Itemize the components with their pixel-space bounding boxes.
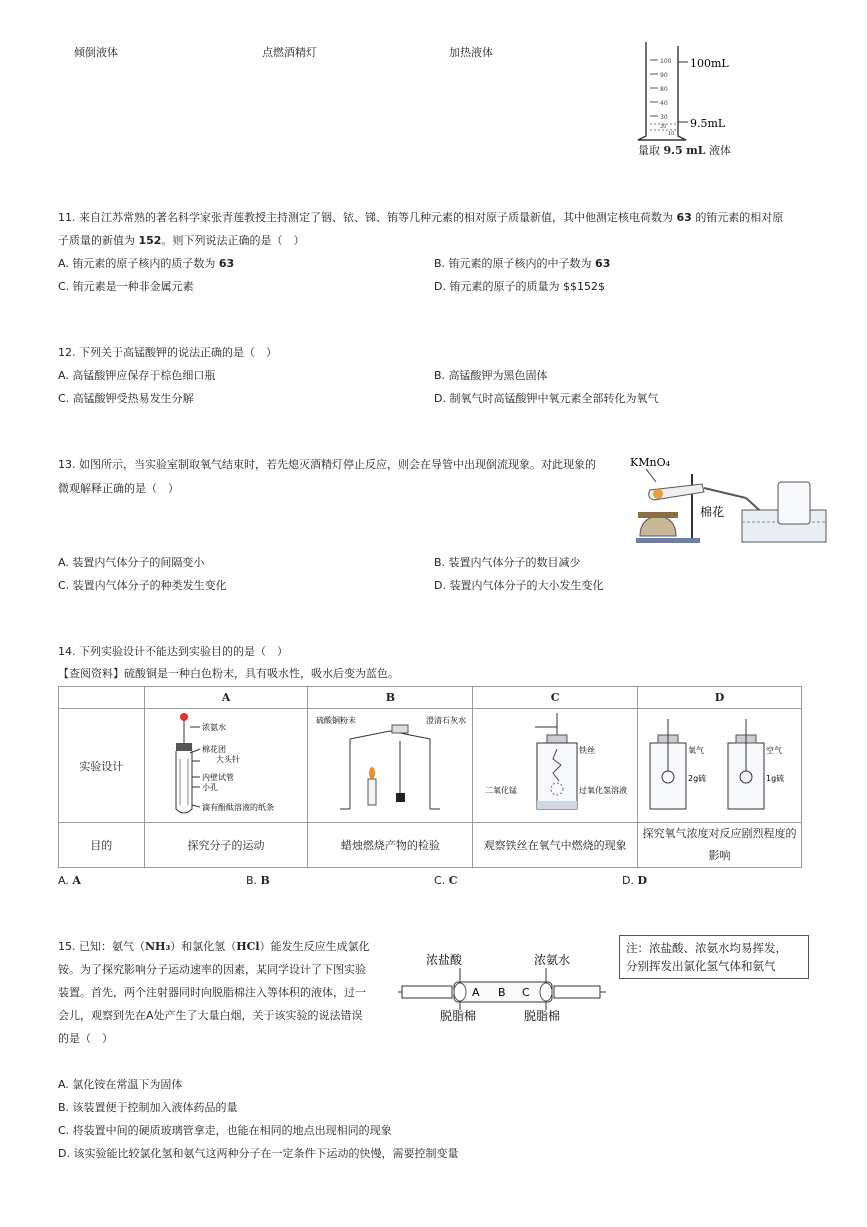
q15-stem-line5: 的是（ ） (58, 1032, 113, 1045)
q12-option-c[interactable]: C. 高锰酸钾受热易发生分解 (58, 392, 194, 405)
fig-d-1g-sulfur: 1g硫 (765, 774, 784, 783)
fig-a-cotton: 棉花团 (202, 745, 227, 754)
table-header-d: D (638, 687, 802, 709)
cyl-bottom-label: 9.5mL (690, 117, 726, 130)
fig-c-iron: 铁丝 (579, 746, 596, 755)
figure-b-candle-products (310, 709, 470, 819)
q13-option-b[interactable]: B. 装置内气体分子的数目减少 (434, 556, 581, 569)
q14-option-c[interactable]: C. C (434, 874, 458, 887)
figure-a-molecule-motion (146, 709, 306, 819)
cyl-tick-10: 10 (668, 131, 675, 137)
figure-d-oxygen-concentration (640, 709, 800, 819)
q14-option-d[interactable]: D. D (622, 874, 648, 887)
fig-cotton-right: 脱脂棉 (524, 1009, 561, 1023)
fig-hcl-label: 浓盐酸 (426, 953, 463, 967)
q12-option-a[interactable]: A. 高锰酸钾应保存于棕色细口瓶 (58, 369, 216, 382)
q12-option-b[interactable]: B. 高锰酸钾为黑色固体 (434, 369, 548, 382)
q15-stem-line3: 装置。首先，两个注射器同时向脱脂棉注入等体积的液体，过一 (58, 986, 366, 999)
label-heat-liquid: 加热液体 (449, 46, 493, 59)
fig-b-limewater: 澄清石灰水 (426, 716, 467, 725)
cyl-tick-90: 90 (660, 72, 668, 79)
fig-a-pin: 大头针 (216, 755, 241, 764)
q13-stem-line1: 13. 如图所示，当实验室制取氧气结束时，若先熄灭酒精灯停止反应，则会在导管中出现倒流现象。对此现象的 (58, 458, 596, 471)
fig-c-mno2: 二氧化锰 (485, 786, 518, 795)
q15-option-c[interactable]: C. 将装置中间的硬质玻璃管拿走，也能在相同的地点出现相同的现象 (58, 1124, 392, 1137)
cyl-tick-40: 40 (660, 100, 668, 107)
row-label-purpose: 目的 (59, 823, 145, 868)
q12-stem: 12. 下列关于高锰酸钾的说法正确的是（ ） (58, 346, 277, 359)
fig-a-inner-tube: 内壁试管 (202, 773, 235, 782)
fig-b-copper-sulfate: 硫酸铜粉末 (316, 716, 357, 725)
q13-stem-line2: 微观解释正确的是（ ） (58, 482, 179, 495)
fig-kmno4-label: KMnO₄ (630, 456, 670, 469)
q11-option-a[interactable]: A. 铕元素的原子核内的质子数为 63 (58, 257, 235, 270)
q14-info: 【查阅资料】硫酸铜是一种白色粉末，具有吸水性，吸水后变为蓝色。 (58, 667, 399, 680)
graduated-cylinder-figure (630, 40, 740, 160)
design-cell-d (638, 709, 802, 823)
q11-option-b[interactable]: B. 铕元素的原子核内的中子数为 63 (434, 257, 611, 270)
oxygen-prep-apparatus-figure (628, 452, 828, 548)
q13-option-a[interactable]: A. 装置内气体分子的间隔变小 (58, 556, 205, 569)
q11-stem-line2: 子质量的新值为 152。则下列说法正确的是（ ） (58, 234, 305, 247)
table-header-b: B (308, 687, 473, 709)
fig-d-2g-sulfur: 2g硫 (687, 774, 706, 783)
q14-stem: 14. 下列实验设计不能达到实验目的的是（ ） (58, 645, 288, 658)
row-label-design: 实验设计 (59, 709, 145, 823)
cyl-tick-20: 20 (660, 124, 667, 130)
table-corner (59, 687, 145, 709)
q13-option-c[interactable]: C. 装置内气体分子的种类发生变化 (58, 579, 227, 592)
fig-c-h2o2: 过氧化氢溶液 (579, 786, 628, 795)
q12-option-d[interactable]: D. 制氧气时高锰酸钾中氧元素全部转化为氧气 (434, 392, 659, 405)
q14-option-a[interactable]: A. A (58, 874, 81, 887)
design-cell-b (308, 709, 473, 823)
cyl-top-label: 100mL (690, 57, 729, 70)
q15-stem-line1: 15. 已知：氨气（NH₃）和氯化氢（HCl）能发生反应生成氯化 (58, 940, 370, 953)
fig-a-hole: 小孔 (202, 783, 219, 792)
fig-nh3-label: 浓氨水 (534, 953, 571, 967)
q14-option-b[interactable]: B. B (246, 874, 270, 887)
q11-stem-line1: 11. 来自江苏常熟的著名科学家张青莲教授主持测定了铟、铱、锑、铕等几种元素的相对原子质量新值，其中他测定核电荷数为 63 的铕元素的相对原 (58, 211, 784, 224)
fig-cotton-left: 脱脂棉 (440, 1009, 477, 1023)
table-header-a: A (144, 687, 308, 709)
fig-a-paper: 滴有酚酞溶液的纸条 (202, 803, 275, 812)
purpose-c: 观察铁丝在氧气中燃烧的现象 (473, 823, 638, 868)
q15-note-box (619, 935, 809, 979)
fig-a-ammonia: 浓氨水 (202, 723, 227, 732)
q11-option-d[interactable]: D. 铕元素的原子的质量为 $$152$ (434, 280, 605, 293)
fig-d-air: 空气 (765, 746, 782, 755)
q11-option-c[interactable]: C. 铕元素是一种非金属元素 (58, 280, 194, 293)
cyl-tick-100: 100 (660, 58, 672, 65)
q15-stem-line4: 会儿，观察到先在A处产生了大量白烟，关于该实验的说法错误 (58, 1009, 363, 1022)
cyl-tick-30: 30 (660, 114, 668, 121)
label-light-lamp: 点燃酒精灯 (262, 46, 317, 59)
diffusion-tube-figure (398, 950, 608, 1024)
figure-c-iron-wire (475, 709, 635, 819)
design-cell-c (473, 709, 638, 823)
q15-note-line2: 分别挥发出氯化氢气体和氨气 (626, 959, 776, 973)
cylinder-caption: 量取 9.5 mL 液体 (638, 144, 732, 157)
q15-stem-line2: 铵。为了探究影响分子运动速率的因素，某同学设计了下图实验 (58, 963, 366, 976)
q13-option-d[interactable]: D. 装置内气体分子的大小发生变化 (434, 579, 604, 592)
q15-option-a[interactable]: A. 氯化铵在常温下为固体 (58, 1078, 183, 1091)
fig-cotton-label: 棉花 (700, 505, 725, 519)
cyl-tick-80: 80 (660, 86, 668, 93)
q15-note-line1: 注：浓盐酸、浓氨水均易挥发， (626, 941, 787, 955)
design-cell-a (144, 709, 308, 823)
fig-point-b: B (498, 986, 506, 999)
purpose-a: 探究分子的运动 (144, 823, 308, 868)
q14-experiment-table (58, 686, 802, 868)
table-header-c: C (473, 687, 638, 709)
q15-option-d[interactable]: D. 该实验能比较氯化氢和氨气这两种分子在一定条件下运动的快慢，需要控制变量 (58, 1147, 459, 1160)
fig-point-c: C (522, 986, 530, 999)
fig-d-oxygen: 氧气 (687, 746, 704, 755)
purpose-d: 探究氧气浓度对反应剧烈程度的影响 (638, 823, 802, 868)
q15-option-b[interactable]: B. 该装置便于控制加入液体药品的量 (58, 1101, 238, 1114)
label-pour-liquid: 倾倒液体 (74, 46, 118, 59)
purpose-b: 蜡烛燃烧产物的检验 (308, 823, 473, 868)
fig-point-a: A (472, 986, 480, 999)
